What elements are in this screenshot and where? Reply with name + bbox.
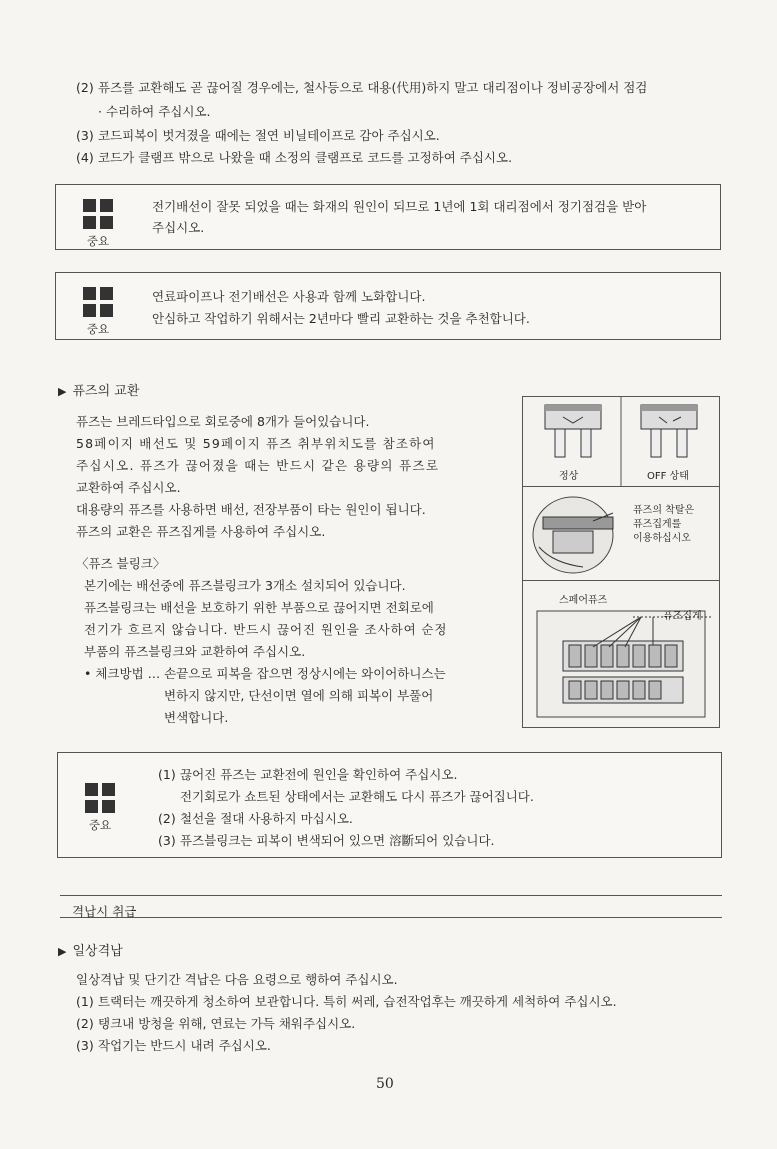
important-icon [83, 199, 113, 229]
check-method-label: • 체크방법 … 손끝으로 피복을 잡으면 정상시에는 와이어하니스는 [84, 666, 446, 681]
fuse-off-label: OFF 상태 [647, 471, 689, 482]
important-label: 중요 [86, 322, 110, 336]
check-method-line: 변색합니다. [164, 710, 229, 725]
triangle-bullet-icon: ▶ [58, 385, 67, 398]
fuse-puller-label: 퓨즈집게 [663, 611, 702, 622]
storage-heading: ▶ 일상격납 [58, 944, 123, 959]
intro-item-2-cont: · 수리하여 주십시오. [98, 104, 211, 119]
important-label: 중요 [88, 818, 112, 832]
storage-item: (1) 트랙터는 깨끗하게 청소하여 보관합니다. 특히 써레, 습전작업후는 깨끗하게 세척하여 주십시오. [76, 994, 617, 1009]
notice-2-line-1: 연료파이프나 전기배선은 사용과 함께 노화합니다. [152, 289, 426, 304]
important-notice-1 [55, 184, 721, 250]
fuse-puller-figure [522, 486, 720, 582]
storage-intro: 일상격납 및 단기간 격납은 다음 요령으로 행하여 주십시오. [76, 972, 398, 987]
important-notice-2 [55, 272, 721, 340]
notice-2-line-2: 안심하고 작업하기 위해서는 2년마다 빨리 교환하는 것을 추천합니다. [152, 311, 530, 326]
fuse-paragraph-line: 58페이지 배선도 및 59페이지 퓨즈 취부위치도를 참조하여 [76, 436, 436, 451]
fuse-paragraph-line: 퓨즈의 교환은 퓨즈집게를 사용하여 주십시오. [76, 524, 326, 539]
notice-3-item-cont: 전기회로가 쇼트된 상태에서는 교환해도 다시 퓨즈가 끊어집니다. [180, 789, 534, 804]
storage-title: 격납시 취급 [72, 904, 137, 919]
page-number: 50 [376, 1076, 394, 1092]
check-method-line: 변하지 않지만, 단선이면 열에 의해 피복이 부풀어 [164, 688, 434, 703]
spare-fuse-label: 스페어퓨즈 [559, 595, 608, 606]
fuse-link-line: 본기에는 배선중에 퓨즈블링크가 3개소 설치되어 있습니다. [84, 578, 406, 593]
fuse-link-line: 퓨즈블링크는 배선을 보호하기 위한 부품으로 끊어지면 전회로에 [84, 600, 434, 615]
fuse-diagram-icon [523, 397, 719, 487]
important-notice-3 [57, 752, 722, 858]
fuse-state-figure [522, 396, 720, 488]
important-icon [83, 287, 113, 317]
intro-item-3: (3) 코드피복이 벗겨졌을 때에는 절연 비닐테이프로 감아 주십시오. [76, 128, 440, 143]
important-marker [81, 199, 115, 249]
storage-item: (3) 작업기는 반드시 내려 주십시오. [76, 1038, 271, 1053]
fuse-section-heading: ▶ 퓨즈의 교환 [58, 384, 140, 399]
fuse-paragraph-line: 대용량의 퓨즈를 사용하면 배선, 전장부품이 타는 원인이 됩니다. [76, 502, 426, 517]
storage-item: (2) 탱크내 방청을 위해, 연료는 가득 채워주십시오. [76, 1016, 356, 1031]
fuse-paragraph-line: 퓨즈는 브레드타입으로 회로중에 8개가 들어있습니다. [76, 414, 370, 429]
puller-note-line: 퓨즈의 착탈은 [633, 505, 695, 516]
notice-1-line-2: 주십시오. [152, 220, 205, 235]
important-marker [83, 783, 117, 833]
fuse-box-figure [522, 580, 720, 728]
notice-3-item: (1) 끊어진 퓨즈는 교환전에 원인을 확인하여 주십시오. [158, 767, 458, 782]
fuse-box-icon [523, 581, 719, 727]
triangle-bullet-icon: ▶ [58, 945, 67, 958]
notice-1-line-1: 전기배선이 잘못 되었을 때는 화재의 원인이 되므로 1년에 1회 대리점에서 정기점검을 받아 [152, 199, 647, 214]
important-label: 중요 [86, 234, 110, 248]
puller-note-line: 이용하십시오 [633, 533, 691, 544]
fuse-link-line: 전기가 흐르지 않습니다. 반드시 끊어진 원인을 조사하여 순정 [84, 622, 448, 637]
important-marker [81, 287, 115, 337]
fuse-normal-label: 정상 [559, 471, 579, 482]
section-divider-bottom [60, 917, 722, 918]
fuse-paragraph-line: 교환하여 주십시오. [76, 480, 181, 495]
fuse-paragraph-line: 주십시오. 퓨즈가 끊어졌을 때는 반드시 같은 용량의 퓨즈로 [76, 458, 440, 473]
notice-3-item: (2) 철선을 절대 사용하지 마십시오. [158, 811, 353, 826]
intro-item-2: (2) 퓨즈를 교환해도 곧 끊어질 경우에는, 철사등으로 대용(代用)하지 말고 대리점이나 정비공장에서 점검 [76, 80, 648, 95]
puller-note-line: 퓨즈집게를 [633, 519, 682, 530]
fuse-link-line: 부품의 퓨즈블링크와 교환하여 주십시오. [84, 644, 306, 659]
intro-item-4: (4) 코드가 클램프 밖으로 나왔을 때 소정의 클램프로 코드를 고정하여 주십시오. [76, 150, 513, 165]
section-divider-top [60, 895, 722, 896]
notice-3-item: (3) 퓨즈블링크는 피복이 변색되어 있으면 溶斷되어 있습니다. [158, 833, 495, 848]
important-icon [85, 783, 115, 813]
fuse-link-heading: 〈퓨즈 블링크〉 [76, 556, 166, 571]
